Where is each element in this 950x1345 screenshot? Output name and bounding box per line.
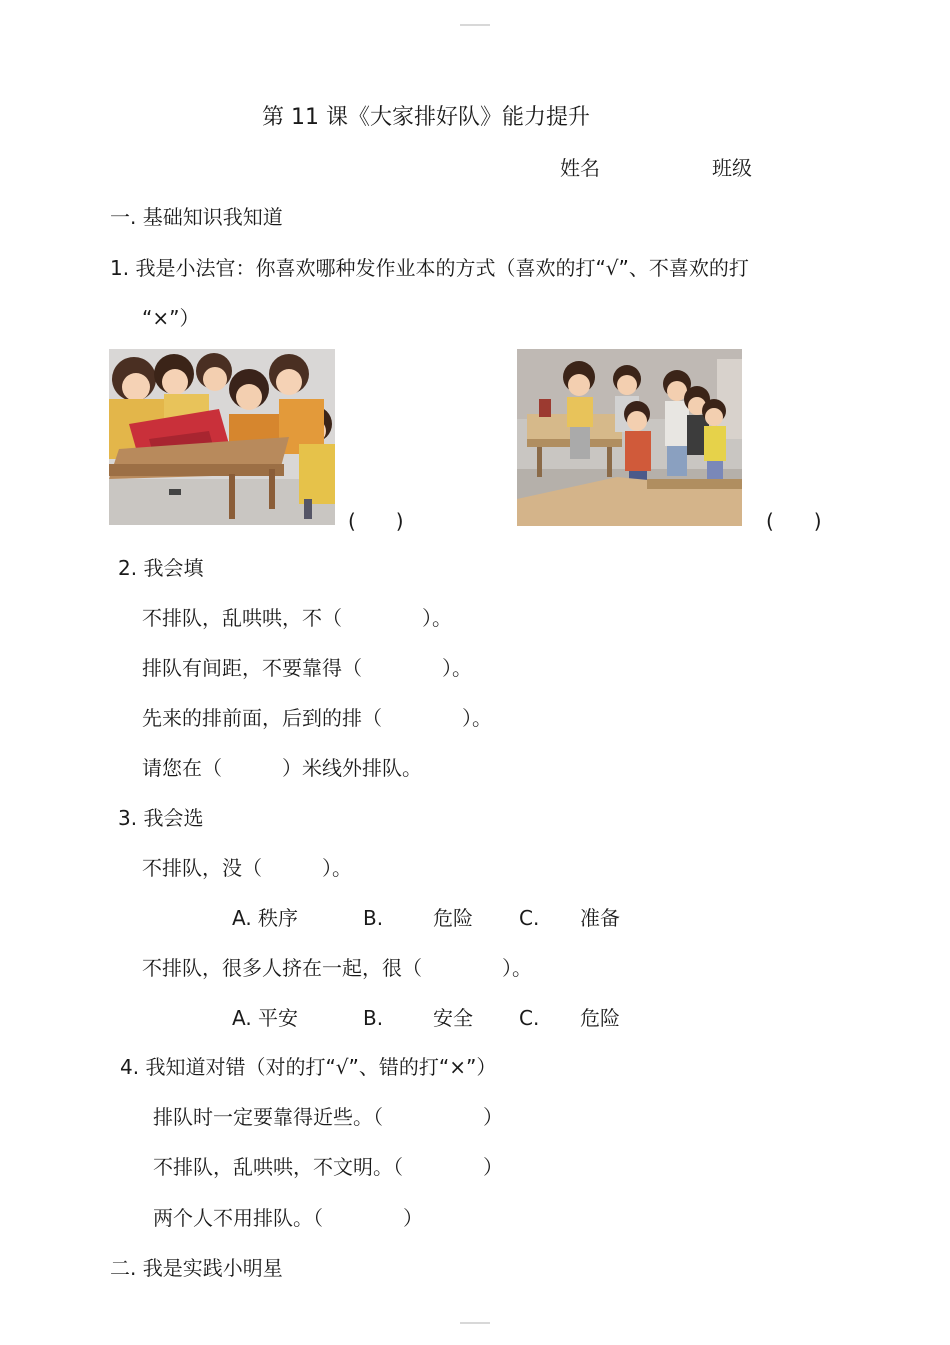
q3-item-2-option-a: A. 平安: [232, 1006, 299, 1030]
q2-line-2: 排队有间距，不要靠得（ ）。: [142, 656, 472, 680]
q3-item-1-option-b-letter: B.: [363, 906, 384, 930]
footer-mark: [460, 1322, 490, 1324]
q3-item-1-option-b-text: 危险: [433, 906, 473, 930]
q2-line-3: 先来的排前面，后到的排（ ）。: [142, 706, 492, 730]
q3-item-2-option-b-letter: B.: [363, 1006, 384, 1030]
q3-item-1-option-a: A. 秩序: [232, 906, 299, 930]
q1-answer-blank-left: ( ): [348, 509, 404, 533]
page-title: 第 11 课《大家排好队》能力提升: [262, 105, 590, 130]
q3-item-1-stem: 不排队，没（ ）。: [142, 856, 352, 880]
header-mark: [460, 24, 490, 26]
q4-line-3: 两个人不用排队。（ ）: [153, 1206, 423, 1230]
q3-item-2-option-c-text: 危险: [580, 1006, 620, 1030]
queueing-children-image: [517, 349, 742, 526]
q1-answer-blank-right: ( ): [766, 509, 822, 533]
q4-heading: 4. 我知道对错（对的打“√”、错的打“×”）: [120, 1055, 497, 1079]
q1-line-1: 1. 我是小法官：你喜欢哪种发作业本的方式（喜欢的打“√”、不喜欢的打: [110, 256, 749, 280]
crowded-children-image: [109, 349, 335, 525]
q3-item-2-stem: 不排队，很多人挤在一起，很（ ）。: [142, 956, 532, 980]
name-label: 姓名: [560, 156, 600, 180]
section-1-heading: 一. 基础知识我知道: [110, 205, 283, 229]
q4-line-2: 不排队，乱哄哄，不文明。（ ）: [153, 1155, 503, 1179]
class-label: 班级: [712, 156, 752, 180]
q3-item-2-option-b-text: 安全: [433, 1006, 473, 1030]
q3-item-2-option-c-letter: C.: [519, 1006, 540, 1030]
q2-line-1: 不排队，乱哄哄，不（ ）。: [142, 606, 452, 630]
q3-heading: 3. 我会选: [118, 806, 204, 830]
q1-line-2: “×”）: [142, 306, 200, 330]
q3-item-1-option-c-text: 准备: [580, 906, 620, 930]
q4-line-1: 排队时一定要靠得近些。（ ）: [153, 1105, 503, 1129]
section-2-heading: 二. 我是实践小明星: [110, 1256, 283, 1280]
q2-heading: 2. 我会填: [118, 556, 204, 580]
q2-line-4: 请您在（ ）米线外排队。: [142, 756, 422, 780]
q3-item-1-option-c-letter: C.: [519, 906, 540, 930]
